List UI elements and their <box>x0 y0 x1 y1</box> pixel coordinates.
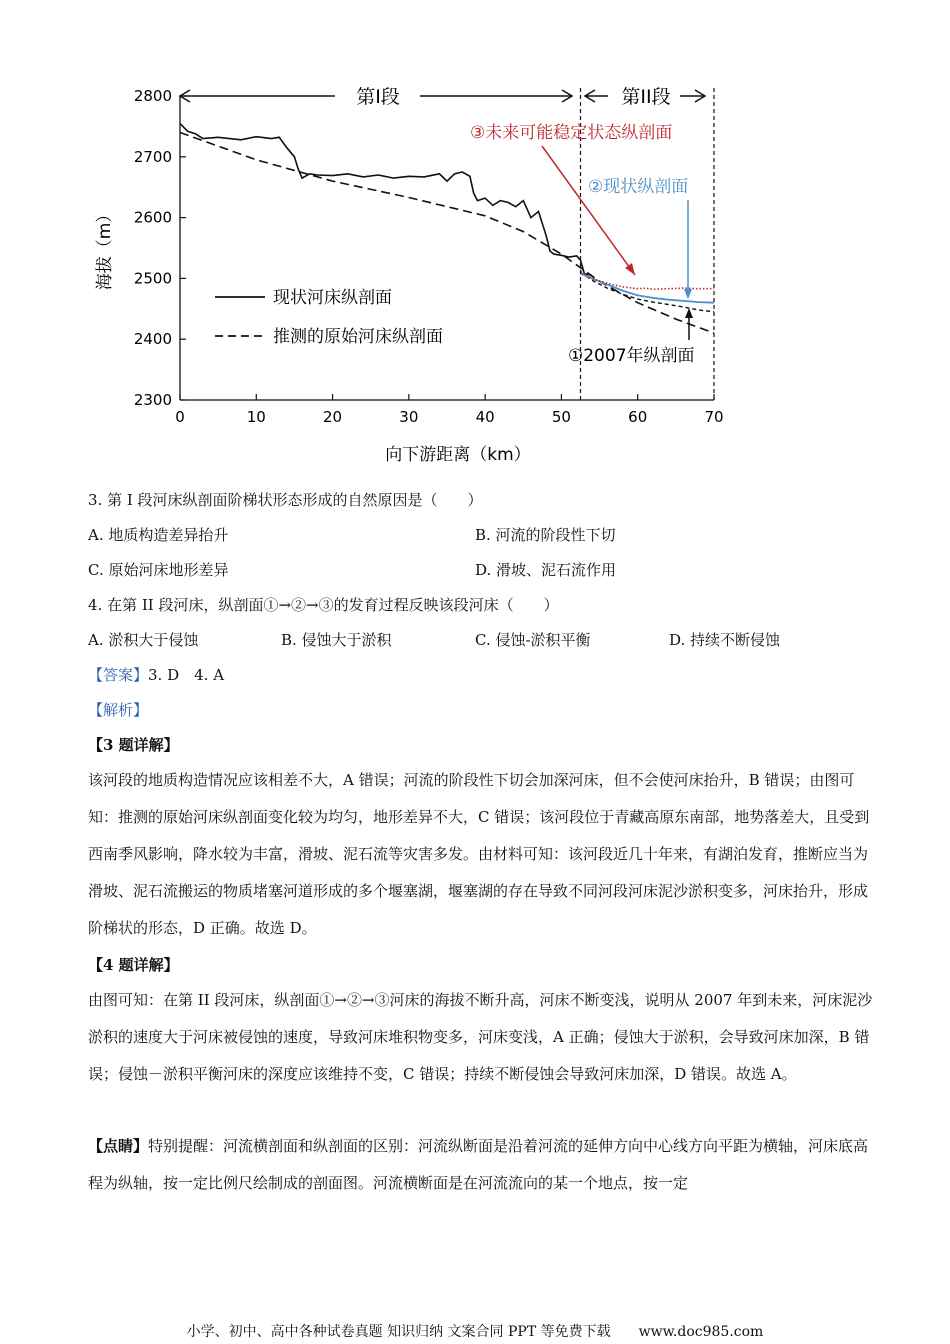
q4-option-b[interactable]: B. 侵蚀大于淤积 <box>281 631 392 649</box>
y-tick-label: 2400 <box>133 330 172 349</box>
chart-annotations <box>180 86 714 400</box>
q3-stem: 3. 第 I 段河床纵剖面阶梯状形态形成的自然原因是（ ） <box>88 491 483 509</box>
series-line-5 <box>581 271 715 289</box>
x-tick-label: 40 <box>475 408 495 426</box>
y-axis-label: 海拔（m） <box>95 205 115 291</box>
y-tick-label: 2500 <box>133 269 172 288</box>
y-tick-label: 2600 <box>133 208 172 227</box>
x-tick-label: 70 <box>704 408 724 426</box>
q4-option-d[interactable]: D. 持续不断侵蚀 <box>669 631 781 649</box>
current-profile-pointer-head <box>684 289 692 299</box>
x-tick-label: 20 <box>323 408 343 426</box>
legend-dashed-label: 推测的原始河床纵剖面 <box>273 327 443 347</box>
q4-stem: 4. 在第 II 段河床，纵剖面①→②→③的发育过程反映该段河床（ ） <box>88 596 559 614</box>
legend-solid-label: 现状河床纵剖面 <box>273 288 392 308</box>
tip-tag: 【点睛】 <box>88 1137 149 1155</box>
y-tick-label: 2300 <box>133 391 172 409</box>
y-tick-label: 2700 <box>133 147 172 166</box>
x-tick-label: 50 <box>551 408 571 426</box>
river-profile-chart <box>80 70 740 480</box>
page-footer: 小学、初中、高中各种试卷真题 知识归纳 文案合同 PPT 等免费下载 www.doc985.com <box>186 1324 764 1340</box>
q3-detail-title: 【3 题详解】 <box>88 736 179 754</box>
tip-paragraph <box>88 1128 878 1202</box>
q4-detail-title: 【4 题详解】 <box>88 956 179 974</box>
q3-option-b[interactable]: B. 河流的阶段性下切 <box>475 526 616 544</box>
chart-series <box>180 123 714 333</box>
x-tick-label: 60 <box>628 408 648 426</box>
answer-text: 3. D 4. A <box>148 666 225 684</box>
future-profile-label: ③未来可能稳定状态纵剖面 <box>470 123 673 143</box>
x-axis-label: 向下游距离（km） <box>385 445 531 465</box>
q3-detail-body: 该河段的地质构造情况应该相差不大，A 错误；河流的阶段性下切会加深河床，但不会使河床抬升，B 错误；由图可知：推测的原始河床纵剖面变化较为均匀，地形差异不大，C 错误；该河段位于青藏高原东南部，地势落差大，且受到西南季风影响，降水较为丰富，滑坡、泥石流等灾害多发。由材料可知：该河段近几十年来，有湖泊发育，推断应当为滑坡、泥石流搬运的物质堵塞河道形成的多个堰塞湖，堰塞湖的存在导致不同河段河床泥沙淤积变多，河床抬升，形成阶梯状的形态，D 正确。故选 D。 <box>88 771 870 937</box>
tip-body: 特别提醒：河流横剖面和纵剖面的区别：河流纵断面是沿着河流的延伸方向中心线方向平距为横轴，河床底高程为纵轴，按一定比例尺绘制成的剖面图。河流横断面是在河流流向的某一个地点，按一定 <box>88 1137 869 1192</box>
answer-tag: 【答案】 <box>88 666 149 684</box>
q3-option-a[interactable]: A. 地质构造差异抬升 <box>88 526 229 544</box>
river-profile-figure <box>80 70 740 480</box>
q3-option-d[interactable]: D. 滑坡、泥石流作用 <box>475 561 617 579</box>
series-line-3 <box>581 272 715 312</box>
series-line-1 <box>180 123 592 275</box>
answer-line <box>88 665 224 685</box>
current-profile-label: ②现状纵剖面 <box>588 177 689 197</box>
profile-2007-pointer-head <box>685 308 693 318</box>
x-tick-label: 10 <box>246 408 266 426</box>
y-tick-label: 2800 <box>133 87 172 105</box>
q4-option-c[interactable]: C. 侵蚀-淤积平衡 <box>475 631 591 649</box>
future-profile-pointer-head <box>625 263 635 275</box>
profile-2007-label: ①2007年纵剖面 <box>568 346 695 366</box>
section1-label: 第I段 <box>356 86 400 108</box>
x-tick-label: 0 <box>175 408 185 426</box>
q4-detail-body: 由图可知：在第 II 段河床，纵剖面①→②→③河床的海拔不断升高，河床不断变浅，说明从 2007 年到未来，河床泥沙淤积的速度大于河床被侵蚀的速度，导致河床堆积物变多，河床变浅，A 正确；侵蚀大于淤积，会导致河床加深，B 错误；侵蚀－淤积平衡河床的深度应该维持不变，C 错误；持续不断侵蚀会导致河床加深，D 错误。故选 A。 <box>88 991 873 1083</box>
q4-option-a[interactable]: A. 淤积大于侵蚀 <box>88 631 199 649</box>
x-tick-label: 30 <box>399 408 419 426</box>
analysis-tag: 【解析】 <box>88 701 149 719</box>
q3-option-c[interactable]: C. 原始河床地形差异 <box>88 561 229 579</box>
section2-label: 第II段 <box>621 86 671 108</box>
future-profile-pointer <box>542 146 635 275</box>
series-line-2 <box>180 133 714 334</box>
